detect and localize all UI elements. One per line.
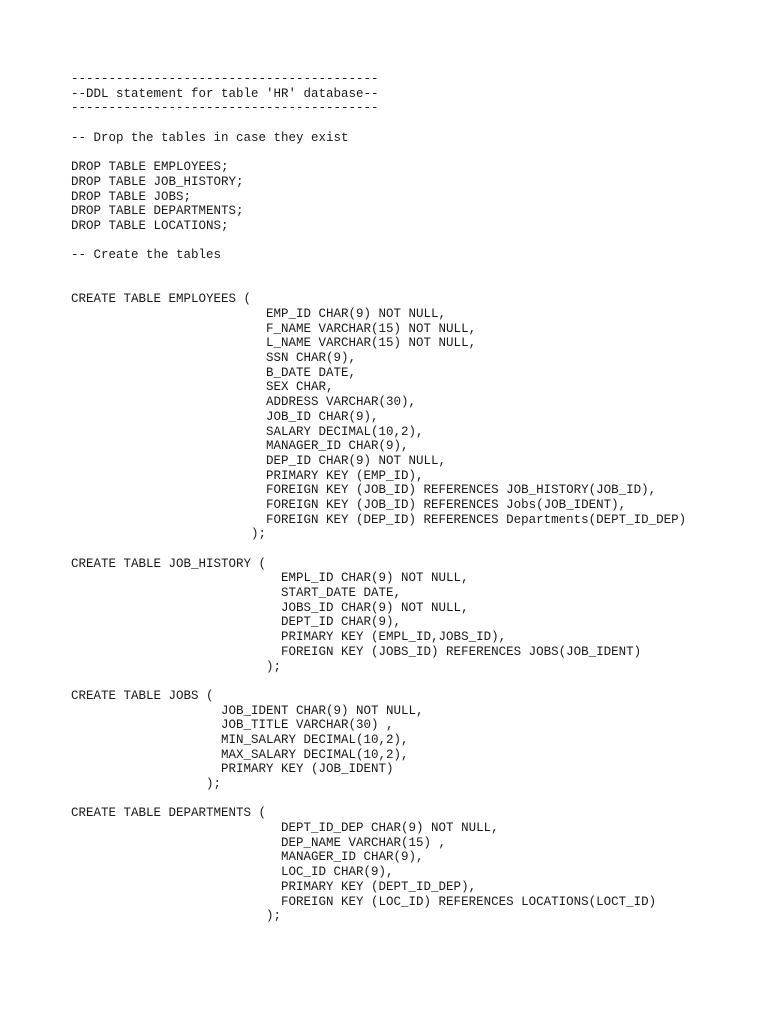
drop-statement-line: DROP TABLE DEPARTMENTS; [71,204,244,219]
drop-statement-line: DROP TABLE JOB_HISTORY; [71,174,244,189]
drop-statement-line: DROP TABLE EMPLOYEES; [71,160,229,175]
create-statement-line: CREATE TABLE JOB_HISTORY ( [71,556,267,571]
blank-line [71,263,686,278]
blank-line [71,792,686,807]
column-definition-line: B_DATE DATE, [71,365,357,380]
comment-line: --DDL statement for table 'HR' database-- [71,86,379,101]
blank-line [71,116,686,131]
column-definition-line: JOBS_ID CHAR(9) NOT NULL, [71,600,469,615]
column-definition-line: JOB_ID CHAR(9), [71,409,379,424]
column-definition-line: PRIMARY KEY (EMPL_ID,JOBS_ID), [71,630,507,645]
column-definition-line: SEX CHAR, [71,380,334,395]
column-definition-line: L_NAME VARCHAR(15) NOT NULL, [71,336,477,351]
column-definition-line: MANAGER_ID CHAR(9), [71,850,424,865]
closing-paren-line: ); [71,527,267,542]
column-definition-line: PRIMARY KEY (DEPT_ID_DEP), [71,879,477,894]
column-definition-line: F_NAME VARCHAR(15) NOT NULL, [71,321,477,336]
column-definition-line: MANAGER_ID CHAR(9), [71,439,409,454]
column-definition-line: JOB_TITLE VARCHAR(30) , [71,718,394,733]
column-definition-line: FOREIGN KEY (JOBS_ID) REFERENCES JOBS(JOB_IDENT) [71,644,642,659]
column-definition-line: DEP_NAME VARCHAR(15) , [71,835,447,850]
drop-statement-line: DROP TABLE JOBS; [71,189,192,204]
column-definition-line: FOREIGN KEY (DEP_ID) REFERENCES Departments(DEPT_ID_DEP) [71,512,687,527]
closing-paren-line: ); [71,777,222,791]
comment-line: ----------------------------------------- [71,72,379,86]
column-definition-line: SSN CHAR(9), [71,351,357,366]
drop-statement-line: DROP TABLE LOCATIONS; [71,218,229,233]
column-definition-line: ADDRESS VARCHAR(30), [71,395,417,410]
blank-line [71,145,686,160]
column-definition-line: MIN_SALARY DECIMAL(10,2), [71,732,409,747]
create-statement-line: CREATE TABLE DEPARTMENTS ( [71,806,267,821]
blank-line [71,278,686,293]
column-definition-line: LOC_ID CHAR(9), [71,865,394,880]
blank-line [71,234,686,249]
column-definition-line: PRIMARY KEY (JOB_IDENT) [71,762,394,777]
closing-paren-line: ); [71,909,282,924]
column-definition-line: JOB_IDENT CHAR(9) NOT NULL, [71,703,424,718]
column-definition-line: FOREIGN KEY (JOB_ID) REFERENCES JOB_HISTORY(JOB_ID), [71,483,657,498]
sql-ddl-document [71,72,686,924]
column-definition-line: DEPT_ID CHAR(9), [71,615,402,630]
comment-line: ----------------------------------------- [71,101,379,116]
column-definition-line: DEPT_ID_DEP CHAR(9) NOT NULL, [71,821,499,836]
column-definition-line: MAX_SALARY DECIMAL(10,2), [71,747,409,762]
blank-line [71,674,686,689]
column-definition-line: FOREIGN KEY (JOB_ID) REFERENCES Jobs(JOB_IDENT), [71,497,627,512]
column-definition-line: FOREIGN KEY (LOC_ID) REFERENCES LOCATIONS(LOCT_ID) [71,894,657,909]
comment-line: -- Create the tables [71,248,222,263]
blank-line [71,542,686,557]
column-definition-line: EMP_ID CHAR(9) NOT NULL, [71,307,447,321]
column-definition-line: DEP_ID CHAR(9) NOT NULL, [71,453,447,468]
column-definition-line: PRIMARY KEY (EMP_ID), [71,468,424,483]
create-statement-line: CREATE TABLE EMPLOYEES ( [71,292,252,307]
column-definition-line: EMPL_ID CHAR(9) NOT NULL, [71,571,469,586]
column-definition-line: SALARY DECIMAL(10,2), [71,424,424,439]
comment-line: -- Drop the tables in case they exist [71,130,349,145]
create-statement-line: CREATE TABLE JOBS ( [71,688,214,703]
column-definition-line: START_DATE DATE, [71,586,402,601]
closing-paren-line: ); [71,659,282,674]
